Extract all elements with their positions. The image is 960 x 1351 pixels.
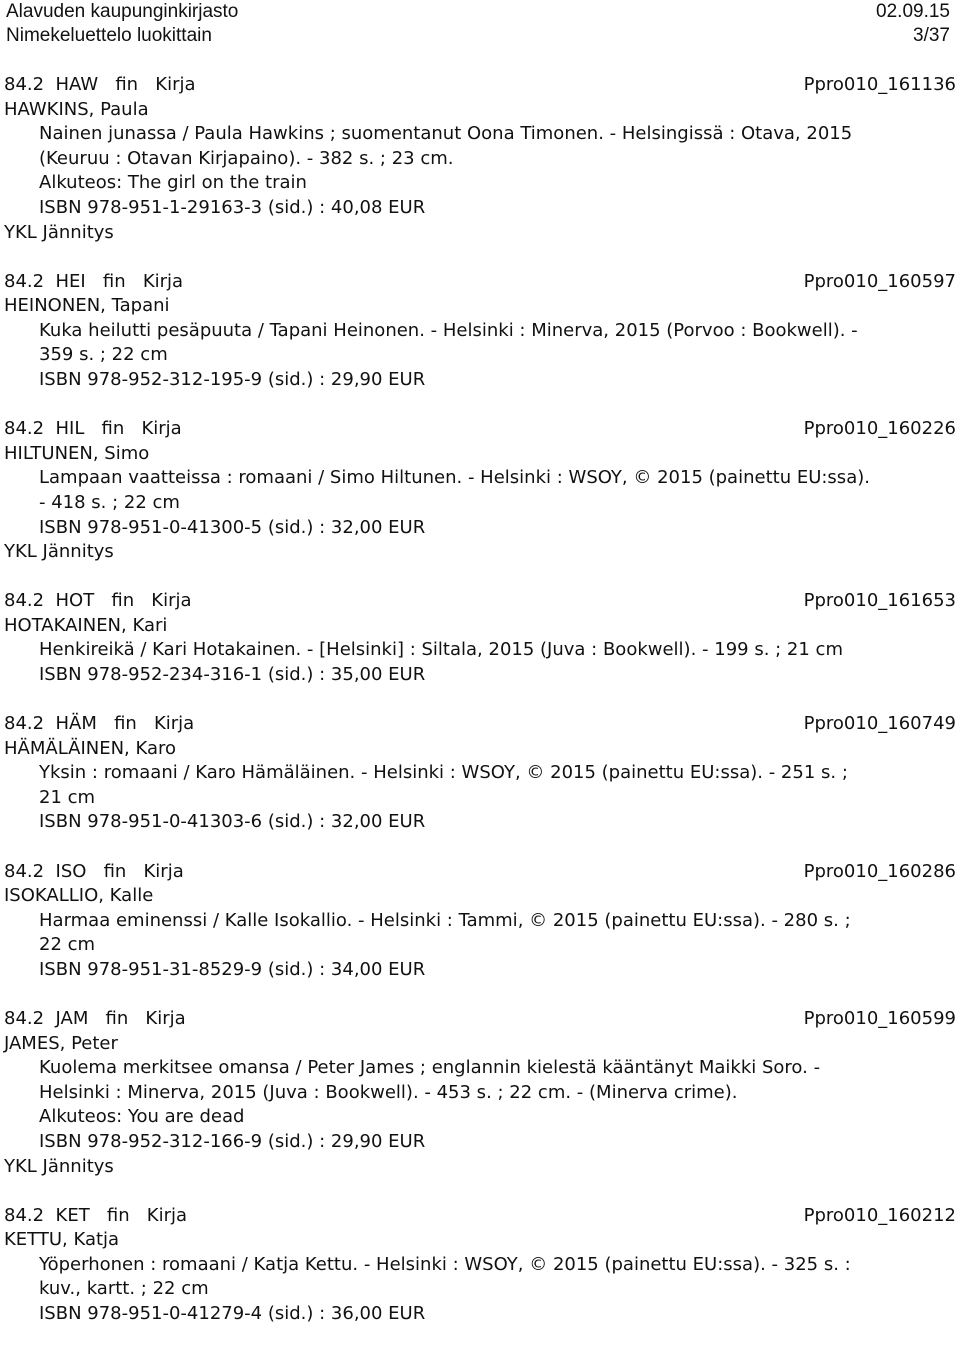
entry-description-line: ISBN 978-952-312-166-9 (sid.) : 29,90 EUR [39, 1130, 426, 1152]
entry-classification: 84.2 HAW fin Kirja [4, 74, 196, 95]
entry-code: Ppro010_160749 [803, 713, 956, 735]
entry-description-line: Lampaan vaatteissa : romaani / Simo Hiltunen. - Helsinki : WSOY, © 2015 (painettu EU:ssa). [39, 467, 870, 489]
entry-classification: 84.2 JAM fin Kirja [4, 1008, 186, 1029]
catalog-entry [4, 417, 956, 565]
entry-ykl-genre: YKL Jännitys [4, 221, 114, 243]
list-title: Nimekeluettelo luokittain [6, 25, 212, 46]
entry-ykl-genre: YKL Jännitys [4, 1155, 114, 1177]
entry-code: Ppro010_161653 [803, 590, 956, 612]
entry-description-line: ISBN 978-951-31-8529-9 (sid.) : 34,00 EUR [39, 958, 426, 980]
catalog-entry [4, 1007, 956, 1179]
entry-header [4, 270, 956, 295]
entry-description-line: ISBN 978-952-234-316-1 (sid.) : 35,00 EUR [39, 663, 426, 685]
entry-header [4, 712, 956, 737]
entry-author: KETTU, Katja [4, 1229, 120, 1251]
catalog-entry [4, 589, 956, 687]
entry-description-line: - 418 s. ; 22 cm [39, 491, 180, 513]
entry-classification: 84.2 HIL fin Kirja [4, 418, 182, 440]
entry-author: JAMES, Peter [4, 1032, 118, 1054]
page-number: 3/37 [913, 25, 950, 46]
catalog-entry [4, 1204, 956, 1327]
entry-description-line: Yksin : romaani / Karo Hämäläinen. - Helsinki : WSOY, © 2015 (painettu EU:ssa). - 251 s. ; [39, 762, 848, 784]
entry-author: ISOKALLIO, Kalle [4, 885, 154, 907]
catalog-entry [4, 73, 956, 245]
entry-description-line: ISBN 978-951-0-41300-5 (sid.) : 32,00 EUR [39, 516, 426, 538]
entry-code: Ppro010_160212 [803, 1204, 956, 1226]
entry-classification: 84.2 ISO fin Kirja [4, 860, 184, 882]
entry-description-line: Alkuteos: You are dead [39, 1106, 245, 1128]
entry-header [4, 417, 956, 442]
entry-author: HAWKINS, Paula [4, 98, 149, 120]
entry-author: HÄMÄLÄINEN, Karo [4, 737, 177, 759]
entry-header [4, 73, 956, 98]
entry-author: HILTUNEN, Simo [4, 442, 150, 464]
entry-header [4, 1204, 956, 1229]
catalog-entry [4, 712, 956, 835]
entry-code: Ppro010_160226 [803, 418, 956, 440]
entry-description-line: kuv., kartt. ; 22 cm [39, 1278, 209, 1300]
entry-code: Ppro010_161136 [803, 74, 956, 95]
entry-author: HOTAKAINEN, Kari [4, 614, 168, 636]
entry-header [4, 1007, 956, 1032]
entry-list [4, 73, 956, 1351]
entry-description-line: Yöperhonen : romaani / Katja Kettu. - Helsinki : WSOY, © 2015 (painettu EU:ssa). - 325 s. : [39, 1253, 851, 1275]
entry-description-line: (Keuruu : Otavan Kirjapaino). - 382 s. ; 23 cm. [39, 147, 454, 169]
entry-description-line: ISBN 978-951-0-41279-4 (sid.) : 36,00 EUR [39, 1303, 426, 1325]
entry-description-line: Henkireikä / Kari Hotakainen. - [Helsinki] : Siltala, 2015 (Juva : Bookwell). - 199 s. ; 21 cm [39, 639, 843, 661]
print-date: 02.09.15 [876, 1, 950, 22]
entry-description-line: 21 cm [39, 786, 96, 808]
entry-description-line: Alkuteos: The girl on the train [39, 172, 307, 194]
entry-description-line: 22 cm [39, 934, 96, 956]
entry-classification: 84.2 HOT fin Kirja [4, 590, 192, 612]
entry-header [4, 860, 956, 885]
entry-classification: 84.2 KET fin Kirja [4, 1204, 188, 1226]
entry-description-line: ISBN 978-951-0-41303-6 (sid.) : 32,00 EUR [39, 811, 426, 833]
entry-description-line: 359 s. ; 22 cm [39, 344, 168, 366]
entry-description-line: Nainen junassa / Paula Hawkins ; suomentanut Oona Timonen. - Helsingissä : Otava, 2015 [39, 123, 853, 145]
page-header [0, 0, 950, 48]
entry-ykl-genre: YKL Jännitys [4, 541, 114, 563]
entry-classification: 84.2 HÄM fin Kirja [4, 713, 195, 735]
entry-author: HEINONEN, Tapani [4, 295, 170, 317]
entry-classification: 84.2 HEI fin Kirja [4, 270, 184, 292]
catalog-entry [4, 270, 956, 393]
entry-description-line: ISBN 978-952-312-195-9 (sid.) : 29,90 EUR [39, 369, 426, 391]
entry-description-line: Kuka heilutti pesäpuuta / Tapani Heinonen. - Helsinki : Minerva, 2015 (Porvoo : Bookwell). - [39, 319, 858, 341]
entry-code: Ppro010_160597 [803, 270, 956, 292]
catalog-entry [4, 860, 956, 983]
entry-code: Ppro010_160599 [803, 1008, 956, 1029]
library-name: Alavuden kaupunginkirjasto [6, 1, 239, 22]
entry-description-line: Helsinki : Minerva, 2015 (Juva : Bookwell). - 453 s. ; 22 cm. - (Minerva crime). [39, 1081, 738, 1103]
entry-description-line: Harmaa eminenssi / Kalle Isokallio. - Helsinki : Tammi, © 2015 (painettu EU:ssa). - 280 s. ; [39, 909, 851, 931]
entry-header [4, 589, 956, 614]
entry-description-line: Kuolema merkitsee omansa / Peter James ; englannin kielestä kääntänyt Maikki Soro. - [39, 1057, 821, 1079]
entry-code: Ppro010_160286 [803, 860, 956, 882]
entry-description-line: ISBN 978-951-1-29163-3 (sid.) : 40,08 EUR [39, 196, 426, 218]
